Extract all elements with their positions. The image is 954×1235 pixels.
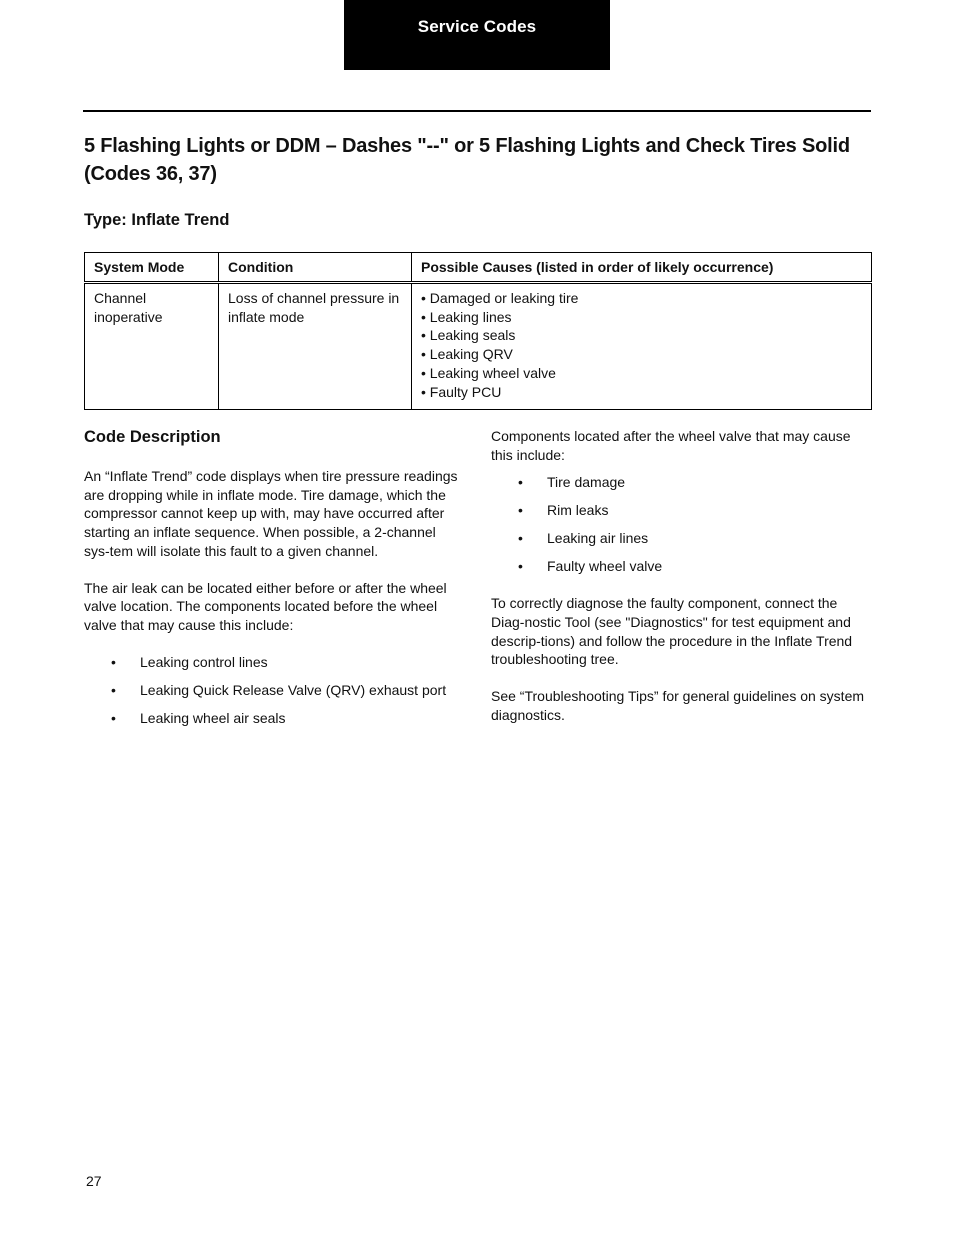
list-item [84, 681, 464, 700]
list-item: • Leaking QRV [421, 345, 862, 364]
description-paragraph: An “Inflate Trend” code displays when tire pressure readings are dropping while in inflate mode. Tire damage, which the compressor cannot keep up with, may have occurred after starting an inflate sequence. When possible, a 2-channel sys-tem will isolate this fault to a given channel. [84, 468, 458, 559]
diagnose-paragraph: To correctly diagnose the faulty component, connect the Diag-nostic Tool (see "Diagnostics" for test equipment and descrip-tions) and follow the procedure in the Inflate Trend troubleshooting tree. [491, 595, 853, 668]
list-item-label: Leaking Quick Release Valve (QRV) exhaust port [140, 681, 447, 698]
list-item [84, 709, 464, 728]
cell-causes [412, 283, 872, 410]
page-number: 27 [86, 1173, 102, 1189]
list-item-label: Leaking control lines [140, 653, 268, 670]
list-item: • Leaking wheel valve [421, 364, 862, 383]
list-item: • Leaking lines [421, 308, 862, 327]
bullet-icon: • [518, 474, 523, 491]
section-tab-label: Service Codes [417, 17, 537, 36]
bullet-icon: • [518, 558, 523, 575]
list-item-label: Tire damage [547, 474, 626, 491]
list-item [491, 473, 873, 492]
after-valve-paragraph: Components located after the wheel valve that may cause this include: [491, 428, 851, 463]
bullet-icon: • [111, 709, 116, 726]
list-item-label: Rim leaks [547, 502, 609, 519]
code-description-heading: Code Description [84, 428, 221, 446]
header-possible-causes: Possible Causes (listed in order of likely occurrence) [412, 253, 872, 283]
causes-list [421, 289, 862, 401]
header-divider [83, 110, 871, 112]
leak-location-paragraph: The air leak can be located either before or after the wheel valve location. The components located before the wheel valve that may cause this include: [84, 579, 447, 633]
list-item [491, 557, 873, 576]
after-valve-list [491, 473, 873, 576]
table-row [85, 283, 872, 410]
list-item-label: Faulty wheel valve [547, 558, 663, 575]
table-header-row [85, 253, 872, 283]
left-column [84, 426, 464, 745]
bullet-icon: • [111, 681, 116, 698]
bullet-icon: • [111, 653, 116, 670]
type-label: Type: Inflate Trend [84, 211, 230, 229]
list-item-label: Leaking air lines [547, 530, 649, 547]
list-item [84, 653, 464, 672]
bullet-icon: • [518, 502, 523, 519]
page-title: 5 Flashing Lights or DDM – Dashes "--" or 5 Flashing Lights and Check Tires Solid (Codes 36, 37) [84, 135, 850, 185]
header-condition: Condition [219, 253, 412, 283]
list-item [491, 501, 873, 520]
section-tab [344, 0, 610, 70]
list-item-label: Leaking wheel air seals [140, 709, 286, 726]
list-item [491, 529, 873, 548]
service-code-table [84, 252, 872, 410]
before-valve-list [84, 653, 464, 728]
right-column [491, 427, 873, 742]
list-item: • Leaking seals [421, 326, 862, 345]
bullet-icon: • [518, 530, 523, 547]
troubleshooting-tips-paragraph: See “Troubleshooting Tips” for general guidelines on system diagnostics. [491, 687, 865, 723]
cell-condition: Loss of channel pressure in inflate mode [219, 283, 412, 410]
list-item: • Damaged or leaking tire [421, 289, 862, 308]
cell-system-mode: Channel inoperative [85, 283, 219, 410]
header-system-mode: System Mode [85, 253, 219, 283]
list-item: • Faulty PCU [421, 383, 862, 402]
